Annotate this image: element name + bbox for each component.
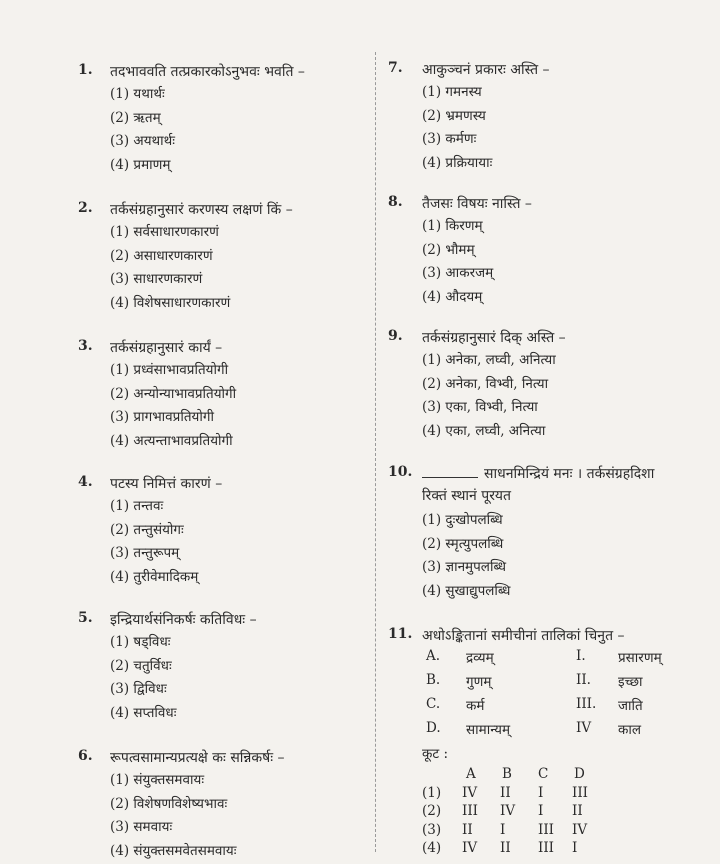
- option-1[interactable]: (1) सर्वसाधारणकारणं: [110, 222, 230, 246]
- option-1[interactable]: (1) किरणम्: [422, 216, 493, 240]
- codes-cell: I: [572, 840, 577, 856]
- question-text: तैजसः विषयः नास्ति –: [422, 194, 532, 213]
- option-4[interactable]: (4) अत्यन्ताभावप्रतियोगी: [110, 431, 236, 455]
- option-4[interactable]: (4) औदयम्: [422, 287, 493, 311]
- option-3[interactable]: (3) एका, विभ्वी, नित्या: [422, 397, 556, 421]
- options-list: [110, 770, 236, 864]
- option-2[interactable]: (2) विशेषणविशेष्यभावः: [110, 794, 236, 818]
- codes-header-cell: C: [538, 766, 548, 782]
- option-3[interactable]: (3) द्विविधः: [110, 679, 176, 703]
- question-number: 9.: [388, 328, 403, 344]
- codes-option-number: (4): [422, 840, 441, 856]
- question-text: तर्कसंग्रहानुसारं कार्यं –: [110, 338, 222, 357]
- option-4[interactable]: (4) प्रक्रियायाः: [422, 153, 492, 177]
- question-text: तदभाववति तत्प्रकारकोऽनुभवः भवति –: [110, 62, 305, 81]
- match-left-key: B.: [426, 672, 440, 688]
- codes-cell: III: [462, 803, 478, 819]
- codes-cell: II: [500, 840, 511, 856]
- option-3[interactable]: (3) आकरजम्: [422, 263, 493, 287]
- option-2[interactable]: (2) स्मृत्युपलब्धि: [422, 534, 510, 558]
- option-4[interactable]: (4) सुखाद्युपलब्धि: [422, 581, 510, 605]
- option-1[interactable]: (1) यथार्थः: [110, 84, 175, 108]
- codes-table: [422, 766, 642, 859]
- codes-option-row-4[interactable]: [422, 840, 642, 859]
- codes-cell: I: [538, 785, 543, 801]
- codes-label: कूट :: [422, 744, 448, 762]
- options-list: [110, 632, 176, 726]
- option-1[interactable]: (1) षड्विधः: [110, 632, 176, 656]
- option-1[interactable]: (1) गमनस्य: [422, 82, 492, 106]
- question-text: रूपत्वसामान्यप्रत्यक्षे कः सन्निकर्षः –: [110, 748, 285, 767]
- match-row: [426, 720, 720, 744]
- question-text: तर्कसंग्रहानुसारं करणस्य लक्षणं किं –: [110, 200, 293, 219]
- option-3[interactable]: (3) समवायः: [110, 817, 236, 841]
- match-row: [426, 648, 720, 672]
- option-1[interactable]: (1) दुःखोपलब्धि: [422, 510, 510, 534]
- match-right-key: III.: [576, 696, 596, 712]
- codes-cell: IV: [462, 785, 477, 801]
- question-text: आकुञ्चनं प्रकारः अस्ति –: [422, 60, 550, 79]
- options-list: [422, 350, 556, 444]
- option-2[interactable]: (2) चतुर्विधः: [110, 656, 176, 680]
- option-4[interactable]: (4) सप्तविधः: [110, 703, 176, 727]
- option-2[interactable]: (2) भौमम्: [422, 240, 493, 264]
- codes-cell: III: [572, 785, 588, 801]
- codes-cell: II: [572, 803, 583, 819]
- codes-option-number: (3): [422, 822, 441, 838]
- question-number: 4.: [78, 474, 93, 490]
- question-text: पटस्य निमित्तं कारणं –: [110, 474, 222, 493]
- question-number: 8.: [388, 194, 403, 210]
- match-left-key: D.: [426, 720, 441, 736]
- match-right-key: II.: [576, 672, 591, 688]
- match-right-value: इच्छा: [618, 672, 643, 690]
- codes-option-number: (1): [422, 785, 441, 801]
- fill-in-blank[interactable]: [422, 465, 478, 478]
- option-1[interactable]: (1) संयुक्तसमवायः: [110, 770, 236, 794]
- question-number: 1.: [78, 62, 93, 78]
- option-2[interactable]: (2) भ्रमणस्य: [422, 106, 492, 130]
- option-4[interactable]: (4) विशेषसाधारणकारणं: [110, 293, 230, 317]
- option-1[interactable]: (1) तन्तवः: [110, 496, 198, 520]
- codes-header-cell: B: [502, 766, 512, 782]
- option-3[interactable]: (3) साधारणकारणं: [110, 269, 230, 293]
- match-left-value: गुणम्: [466, 672, 491, 690]
- codes-cell: III: [538, 840, 554, 856]
- question-text-line-2: रिक्तं स्थानं पूरयत: [422, 486, 511, 505]
- options-list: [422, 82, 492, 176]
- question-number: 7.: [388, 60, 403, 76]
- match-row: [426, 672, 720, 696]
- options-list: [422, 216, 493, 310]
- question-text: तर्कसंग्रहानुसारं दिक् अस्ति –: [422, 328, 566, 347]
- match-left-value: सामान्यम्: [466, 720, 510, 738]
- question-number: 5.: [78, 610, 93, 626]
- codes-cell: IV: [572, 822, 587, 838]
- option-1[interactable]: (1) प्रध्वंसाभावप्रतियोगी: [110, 360, 236, 384]
- option-2[interactable]: (2) तन्तुसंयोगः: [110, 520, 198, 544]
- option-3[interactable]: (3) ज्ञानमुपलब्धि: [422, 557, 510, 581]
- option-2[interactable]: (2) अन्योन्याभावप्रतियोगी: [110, 384, 236, 408]
- codes-option-row-3[interactable]: [422, 822, 642, 841]
- option-4[interactable]: (4) प्रमाणम्: [110, 155, 175, 179]
- question-text-line-1: [422, 464, 654, 483]
- codes-header-row: [422, 766, 642, 785]
- codes-cell: I: [500, 822, 505, 838]
- match-left-key: A.: [426, 648, 440, 664]
- codes-cell: IV: [500, 803, 515, 819]
- codes-cell: III: [538, 822, 554, 838]
- match-right-value: प्रसारणम्: [618, 648, 662, 666]
- option-3[interactable]: (3) अयथार्थः: [110, 131, 175, 155]
- codes-option-row-2[interactable]: [422, 803, 642, 822]
- question-number: 10.: [388, 464, 412, 480]
- option-3[interactable]: (3) प्रागभावप्रतियोगी: [110, 407, 236, 431]
- question-number: 2.: [78, 200, 93, 216]
- match-right-key: IV: [576, 720, 591, 736]
- option-4[interactable]: (4) संयुक्तसमवेतसमवायः: [110, 841, 236, 864]
- options-list: [110, 496, 198, 590]
- option-2[interactable]: (2) असाधारणकारणं: [110, 246, 230, 270]
- question-number: 11.: [388, 626, 412, 642]
- match-right-value: काल: [618, 720, 641, 738]
- question-text-line-1-content: साधनमिन्द्रियं मनः । तर्कसंग्रहदिशा: [484, 466, 654, 482]
- codes-header-cell: A: [466, 766, 476, 782]
- options-list: [110, 222, 230, 316]
- codes-cell: II: [462, 822, 473, 838]
- options-list: [110, 84, 175, 178]
- codes-cell: II: [500, 785, 511, 801]
- codes-header-cell: D: [574, 766, 585, 782]
- question-number: 6.: [78, 748, 93, 764]
- match-right-value: जाति: [618, 696, 643, 714]
- match-row: [426, 696, 720, 720]
- question-number: 3.: [78, 338, 93, 354]
- option-2[interactable]: (2) अनेका, विभ्वी, नित्या: [422, 374, 556, 398]
- option-3[interactable]: (3) तन्तुरूपम्: [110, 543, 198, 567]
- match-list: [426, 648, 720, 744]
- match-right-key: I.: [576, 648, 586, 664]
- question-text: अधोऽङ्कितानां समीचीनां तालिकां चिनुत –: [422, 626, 625, 645]
- codes-cell: I: [538, 803, 543, 819]
- option-2[interactable]: (2) ऋतम्: [110, 108, 175, 132]
- column-divider: [375, 52, 376, 852]
- question-text: इन्द्रियार्थसंनिकर्षः कतिविधः –: [110, 610, 257, 629]
- codes-option-number: (2): [422, 803, 441, 819]
- option-4[interactable]: (4) एका, लघ्वी, अनित्या: [422, 421, 556, 445]
- options-list: [110, 360, 236, 454]
- options-list: [422, 510, 510, 604]
- option-3[interactable]: (3) कर्मणः: [422, 129, 492, 153]
- option-1[interactable]: (1) अनेका, लघ्वी, अनित्या: [422, 350, 556, 374]
- option-4[interactable]: (4) तुरीवेमादिकम्: [110, 567, 198, 591]
- codes-cell: IV: [462, 840, 477, 856]
- match-left-value: द्रव्यम्: [466, 648, 494, 666]
- match-left-key: C.: [426, 696, 440, 712]
- codes-option-row-1[interactable]: [422, 785, 642, 804]
- match-left-value: कर्म: [466, 696, 484, 714]
